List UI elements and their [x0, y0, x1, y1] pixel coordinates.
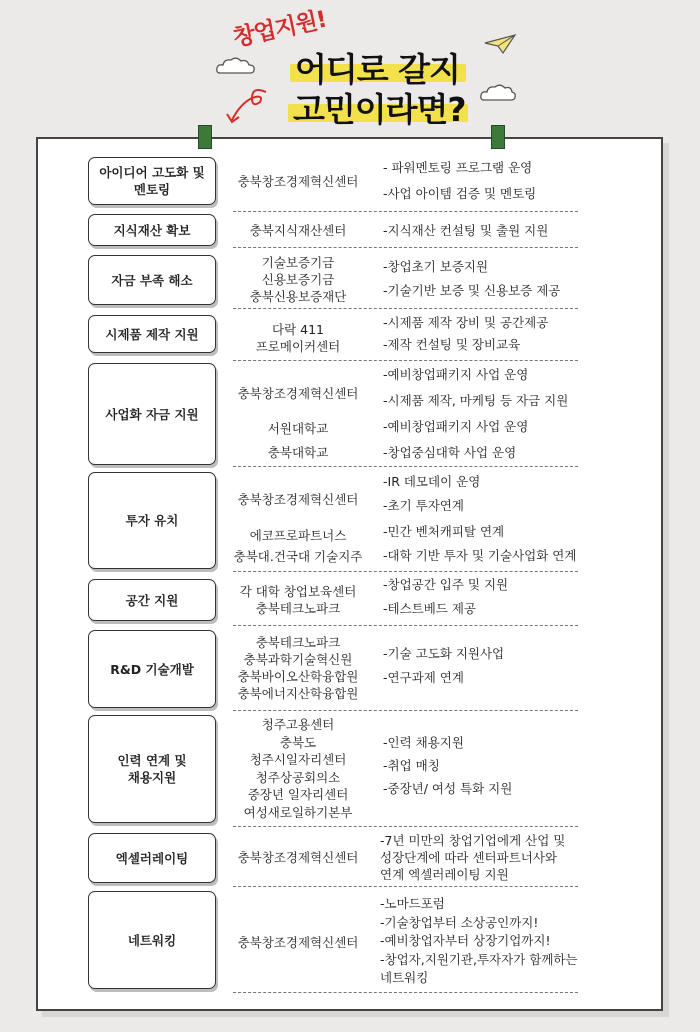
row-divider	[233, 308, 578, 309]
support-detail: -대학 기반 투자 및 기술사업화 연계	[383, 548, 577, 563]
row-divider	[233, 886, 578, 887]
organization-name: 충북창조경제혁신센터	[237, 386, 359, 401]
organization-name: 충북창조경제혁신센터	[237, 850, 359, 865]
support-detail: -창업초기 보증지원 -기술기반 보증 및 신용보증 제공	[383, 259, 561, 298]
row-divider	[233, 571, 578, 572]
row-divider	[233, 360, 578, 361]
category-label: 자금 부족 해소	[88, 255, 216, 305]
organization-name: 각 대학 창업보육센터 충북테크노파크	[239, 584, 357, 616]
header-tagline: 창업지원!	[230, 6, 329, 52]
category-label: 엑셀러레이팅	[88, 833, 216, 883]
category-label: 시제품 제작 지원	[88, 315, 216, 353]
organization-name: 청주고용센터 충북도 청주시일자리센터 청주상공회의소 중장년 일자리센터 여성새로일하기본부	[243, 717, 353, 820]
category-label: 사업화 자금 지원	[88, 363, 216, 465]
category-label: 아이디어 고도화 및 멘토링	[88, 157, 216, 205]
row-divider	[233, 466, 578, 467]
support-detail: -예비창업패키지 사업 운영 -시제품 제작, 마케팅 등 자금 지원	[383, 367, 569, 408]
category-label: 투자 유치	[88, 472, 216, 569]
organization-name: 충북창조경제혁신센터	[237, 935, 359, 950]
organization-name: 충북창조경제혁신센터	[237, 492, 359, 507]
organization-name: 서원대학교	[267, 421, 329, 436]
support-detail: -인력 채용지원 -취업 매칭 -중장년/ 여성 특화 지원	[383, 735, 513, 796]
organization-name: 충북테크노파크 충북과학기술혁신원 충북바이오산학융합원 충북에너지산학융합원	[237, 635, 359, 701]
curved-arrow-icon	[222, 86, 272, 128]
support-detail: -창업공간 입주 및 지원 -테스트베드 제공	[383, 577, 509, 616]
support-detail: - 파워멘토링 프로그램 운영 -사업 아이템 검증 및 멘토링	[383, 160, 537, 201]
support-detail: -예비창업패키지 사업 운영	[383, 419, 529, 434]
support-detail: -창업중심대학 사업 운영	[383, 445, 517, 460]
organization-name: 에코프로파트너스	[249, 528, 347, 543]
support-detail: -지식재산 컨설팅 및 출원 지원	[383, 223, 549, 238]
organization-name: 충북창조경제혁신센터	[237, 174, 359, 189]
row-divider	[233, 710, 578, 711]
row-divider	[233, 826, 578, 827]
organization-name: 다락 411 프로메이커센터	[255, 322, 341, 354]
row-divider	[233, 211, 578, 212]
row-divider	[233, 625, 578, 626]
category-label: 인력 연계 및 채용지원	[88, 715, 216, 823]
support-detail: -노마드포럼 -기술창업부터 소상공인까지! -예비창업자부터 상장기업까지! -창업자,지원기관,투자자가 함께하는 네트워킹	[380, 896, 578, 985]
organization-name: 기술보증기금 신용보증기금 충북신용보증재단	[249, 255, 347, 304]
support-detail: -민간 벤처캐피탈 연계	[383, 524, 505, 539]
support-detail: -기술 고도화 지원사업 -연구과제 연계	[383, 646, 505, 685]
header-title-line2: 고민이라면?	[293, 90, 466, 129]
support-detail: -시제품 제작 장비 및 공간제공 -제작 컨설팅 및 장비교육	[383, 315, 549, 352]
category-label: 지식재산 확보	[88, 214, 216, 246]
support-detail: -7년 미만의 창업기업에게 산업 및 성장단계에 따라 센터파트너사와 연계 엑셀러레이팅 지원	[380, 833, 566, 882]
page-header	[0, 0, 700, 135]
category-label: R&D 기술개발	[88, 630, 216, 708]
binder-tab	[491, 125, 505, 149]
organization-name: 충북대학교	[267, 445, 329, 460]
header-title-line1: 어디로 갈지	[295, 50, 460, 89]
binder-tab	[198, 125, 212, 149]
cloud-icon	[478, 82, 518, 104]
category-label: 네트워킹	[88, 891, 216, 989]
category-label: 공간 지원	[88, 579, 216, 621]
row-divider	[233, 992, 578, 993]
row-divider	[233, 247, 578, 248]
organization-name: 충북지식재산센터	[249, 223, 347, 238]
cloud-icon	[214, 55, 258, 77]
organization-name: 충북대.건국대 기술지주	[233, 549, 363, 564]
paper-plane-icon	[483, 33, 517, 55]
support-detail: -IR 데모데이 운영 -초기 투자연계	[383, 474, 481, 513]
